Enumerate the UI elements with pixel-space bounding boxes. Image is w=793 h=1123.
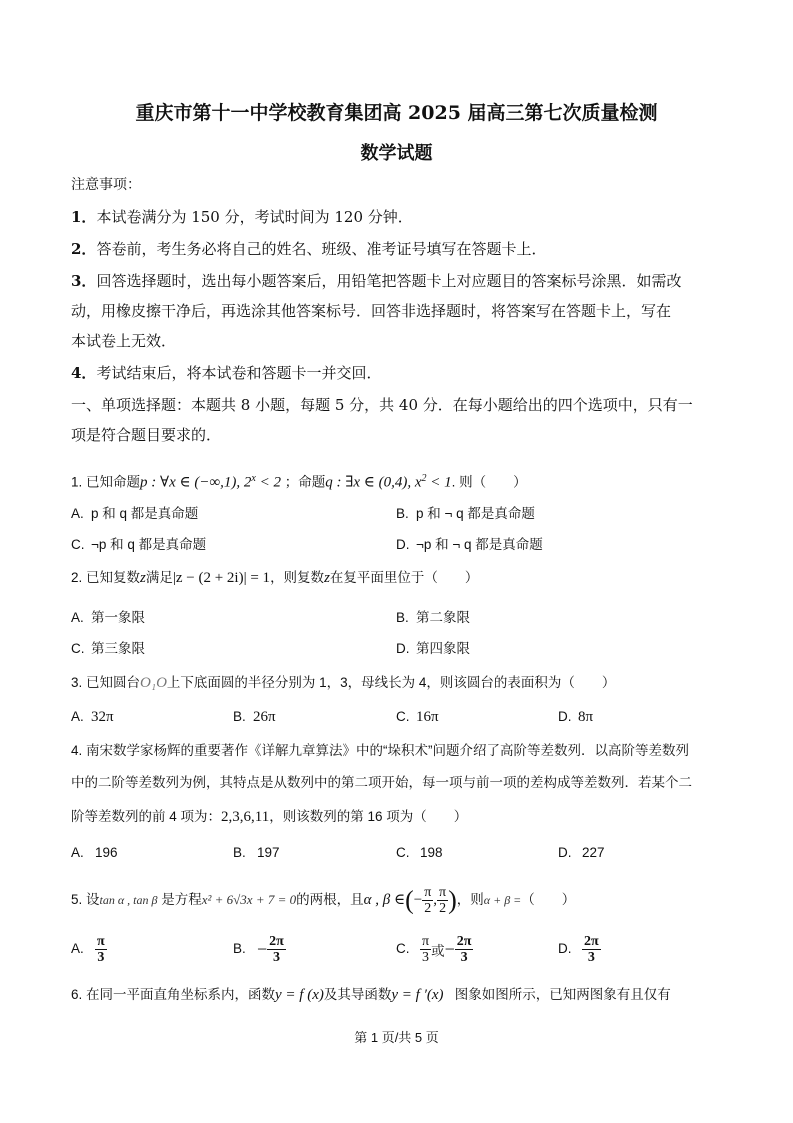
option-sign: − <box>257 939 268 959</box>
numerator: 2π <box>456 934 472 949</box>
stem-text: 5. 设 <box>71 892 100 907</box>
option-b[interactable] <box>396 606 470 626</box>
stem-text: 2. 已知复数 <box>71 570 141 585</box>
option-text: 第二象限 <box>416 610 470 625</box>
stem-text: ，则复数 <box>270 570 325 585</box>
option-text: 26π <box>253 709 276 725</box>
variable-z: z <box>140 570 146 586</box>
stem-text: 1. 已知命题 <box>71 474 141 490</box>
modulus-equation: |z − (2 + 2i)| = 1 <box>172 570 271 586</box>
note-text: 考试结束后，将本试卷和答题卡一并交回． <box>96 364 382 382</box>
option-letter: A. <box>71 709 84 724</box>
option-text: 197 <box>257 845 280 860</box>
numerator: π <box>424 884 432 900</box>
note-text: 本试卷满分为 150 分，考试时间为 120 分钟． <box>96 208 413 226</box>
option-sign: − <box>444 939 455 959</box>
option-c[interactable] <box>71 637 145 657</box>
option-letter: D. <box>396 641 410 656</box>
denominator: 3 <box>272 950 280 965</box>
stem-text: ，则 <box>456 892 484 907</box>
note-item-4 <box>71 362 731 384</box>
note-item-1 <box>71 206 731 228</box>
stem-text: 是方程 <box>161 892 202 907</box>
option-a[interactable] <box>71 934 107 965</box>
option-b[interactable] <box>233 709 276 726</box>
option-text: ¬p 和 q 都是真命题 <box>91 537 207 552</box>
question-4-stem-line-2: 中的二阶等差数列为例，其特点是从数列中的第二项开始，每一项与前一项的差构成等差数列．若某个二 <box>71 775 692 790</box>
sequence-terms: 2,3,6,11 <box>221 809 270 825</box>
option-d[interactable] <box>396 637 470 657</box>
page-footer: 第 1 页/共 5 页 <box>354 1030 439 1045</box>
frustum-label: O₁O <box>140 675 167 691</box>
option-letter: B. <box>396 506 409 521</box>
option-fraction <box>582 934 601 965</box>
option-fraction <box>95 934 107 965</box>
option-c[interactable] <box>396 845 443 860</box>
option-letter: D. <box>396 537 410 552</box>
note-item-3-cont: 动，用橡皮擦干净后，再选涂其他答案标号．回答非选择题时，将答案写在答题卡上，写在 <box>71 302 672 320</box>
fraction <box>437 885 448 916</box>
question-6-stem <box>71 984 731 1006</box>
note-number: 1． <box>71 208 97 226</box>
option-letter: B. <box>396 610 409 625</box>
question-4-stem-line-3 <box>71 806 731 828</box>
option-c[interactable] <box>71 533 206 553</box>
option-a[interactable] <box>71 502 198 522</box>
minus-sign: − <box>413 892 423 908</box>
numerator: π <box>97 934 105 949</box>
option-letter: B. <box>233 941 246 957</box>
quadratic-equation: x² + 6√3x + 7 = 0 <box>201 892 297 907</box>
option-b[interactable] <box>233 845 280 860</box>
stem-text: ，则该数列的第 16 项为（ ） <box>269 809 468 824</box>
note-item-2 <box>71 238 731 260</box>
option-text: 第四象限 <box>416 641 470 656</box>
numerator: π <box>422 934 430 949</box>
note-number: 2． <box>71 240 97 258</box>
function-f: y = f (x) <box>275 987 324 1003</box>
option-letter: C. <box>71 537 85 552</box>
option-letter: B. <box>233 845 246 860</box>
option-a[interactable] <box>71 606 145 626</box>
stem-text: ；命题 <box>284 474 326 490</box>
numerator: 2π <box>269 934 284 949</box>
denominator: 3 <box>97 950 105 965</box>
stem-text: 图象如图所示，已知两图象有且仅有 <box>454 987 671 1002</box>
stem-text: 上下底面圆的半径分别为 1，3，母线长为 4，则该圆台的表面积为（ ） <box>166 675 616 690</box>
option-d[interactable] <box>558 709 593 726</box>
note-item-3 <box>71 270 731 292</box>
stem-text: （ ） <box>521 892 576 907</box>
option-a[interactable] <box>71 845 118 860</box>
fraction <box>422 885 433 916</box>
option-text: 16π <box>416 709 439 725</box>
stem-text: 阶等差数列的前 4 项为： <box>71 809 222 824</box>
alpha-plus-beta: α + β = <box>483 893 522 907</box>
option-b[interactable] <box>233 934 286 965</box>
option-letter: A. <box>71 506 84 521</box>
stem-text: 满足 <box>145 570 173 585</box>
option-letter: D. <box>558 845 572 860</box>
exponent: 2 <box>421 473 427 484</box>
option-a[interactable] <box>71 709 114 726</box>
option-fraction <box>455 934 474 965</box>
option-d[interactable] <box>396 533 543 553</box>
option-letter: C. <box>396 845 410 860</box>
proposition-q: q : ∃x ∈ (0,4), x <box>325 474 422 491</box>
inequality: < 1 <box>426 474 452 491</box>
option-text: ¬p 和 ¬ q 都是真命题 <box>416 537 543 552</box>
option-text: p 和 q 都是真命题 <box>91 506 199 521</box>
option-c[interactable] <box>396 934 473 965</box>
note-item-3-cont: 本试卷上无效． <box>71 332 177 350</box>
option-text: p 和 ¬ q 都是真命题 <box>416 506 535 521</box>
alpha-beta-interval: α , β ∈ <box>363 892 406 908</box>
question-3-stem <box>71 672 731 694</box>
section-heading-cont: 项是符合题目要求的． <box>71 426 222 444</box>
note-number: 3． <box>71 272 97 290</box>
stem-text: . 则（ ） <box>451 474 527 490</box>
right-paren: ) <box>448 885 457 915</box>
option-letter: D. <box>558 709 572 724</box>
comma: , <box>433 892 438 908</box>
numerator: π <box>439 884 447 900</box>
option-letter: B. <box>233 709 246 724</box>
note-text: 答卷前，考生务必将自己的姓名、班级、准考证号填写在答题卡上． <box>96 240 547 258</box>
denominator: 2 <box>439 900 447 916</box>
question-5-stem <box>71 883 731 917</box>
option-letter: C. <box>71 641 85 656</box>
exam-title: 重庆市第十一中学校教育集团高 2025 届高三第七次质量检测 <box>135 102 658 124</box>
option-text: 8π <box>578 709 594 725</box>
option-letter: A. <box>71 845 84 860</box>
exponent: x <box>251 473 256 484</box>
stem-text: 在复平面里位于（ ） <box>329 570 479 585</box>
inequality: < 2 <box>255 474 281 491</box>
variable-z: z <box>324 570 330 586</box>
stem-text: 的两根，且 <box>296 892 364 907</box>
denominator: 2 <box>424 900 432 916</box>
option-b[interactable] <box>396 502 535 522</box>
tan-roots: tan α , tan β <box>99 893 158 907</box>
option-c[interactable] <box>396 709 439 726</box>
question-1-stem <box>71 468 731 494</box>
option-text: 第一象限 <box>91 610 145 625</box>
option-fraction <box>420 934 431 965</box>
left-paren: ( <box>405 885 414 915</box>
derivative-f-prime: y = f ′(x) <box>391 987 444 1003</box>
proposition-p: p : ∀x ∈ (−∞,1), 2 <box>140 474 252 491</box>
question-4-stem-line-1: 4. 南宋数学家杨辉的重要著作《详解九章算法》中的“垛积术”问题介绍了高阶等差数列．以高阶等差数列 <box>71 743 689 758</box>
option-fraction <box>267 934 286 965</box>
question-2-stem <box>71 567 731 589</box>
note-number: 4． <box>71 364 97 382</box>
stem-text: 及其导函数 <box>323 987 392 1002</box>
stem-text: 3. 已知圆台 <box>71 675 141 690</box>
denominator: 3 <box>460 950 468 965</box>
numerator: 2π <box>584 934 599 949</box>
option-letter: C. <box>396 941 410 957</box>
denominator: 3 <box>422 950 430 965</box>
stem-text: 6. 在同一平面直角坐标系内，函数 <box>71 987 276 1002</box>
option-d[interactable] <box>558 934 601 965</box>
option-text: 227 <box>582 845 605 860</box>
section-heading: 一、单项选择题：本题共 8 小题，每题 5 分，共 40 分．在每小题给出的四个选项中，只有一 <box>71 396 693 414</box>
notes-heading: 注意事项： <box>71 177 141 193</box>
option-letter: C. <box>396 709 410 724</box>
note-text: 回答选择题时，选出每小题答案后，用铅笔把答题卡上对应题目的答案标号涂黑．如需改 <box>96 272 682 290</box>
option-text: 198 <box>420 845 443 860</box>
option-text: 32π <box>91 709 114 725</box>
option-letter: A. <box>71 610 84 625</box>
exam-subtitle: 数学试题 <box>360 143 433 164</box>
option-d[interactable] <box>558 845 605 860</box>
denominator: 3 <box>587 950 595 965</box>
option-text: 196 <box>95 845 118 860</box>
option-letter: D. <box>558 941 572 957</box>
option-text: 第三象限 <box>91 641 145 656</box>
option-letter: A. <box>71 941 84 957</box>
option-or-text: 或 <box>431 943 445 959</box>
